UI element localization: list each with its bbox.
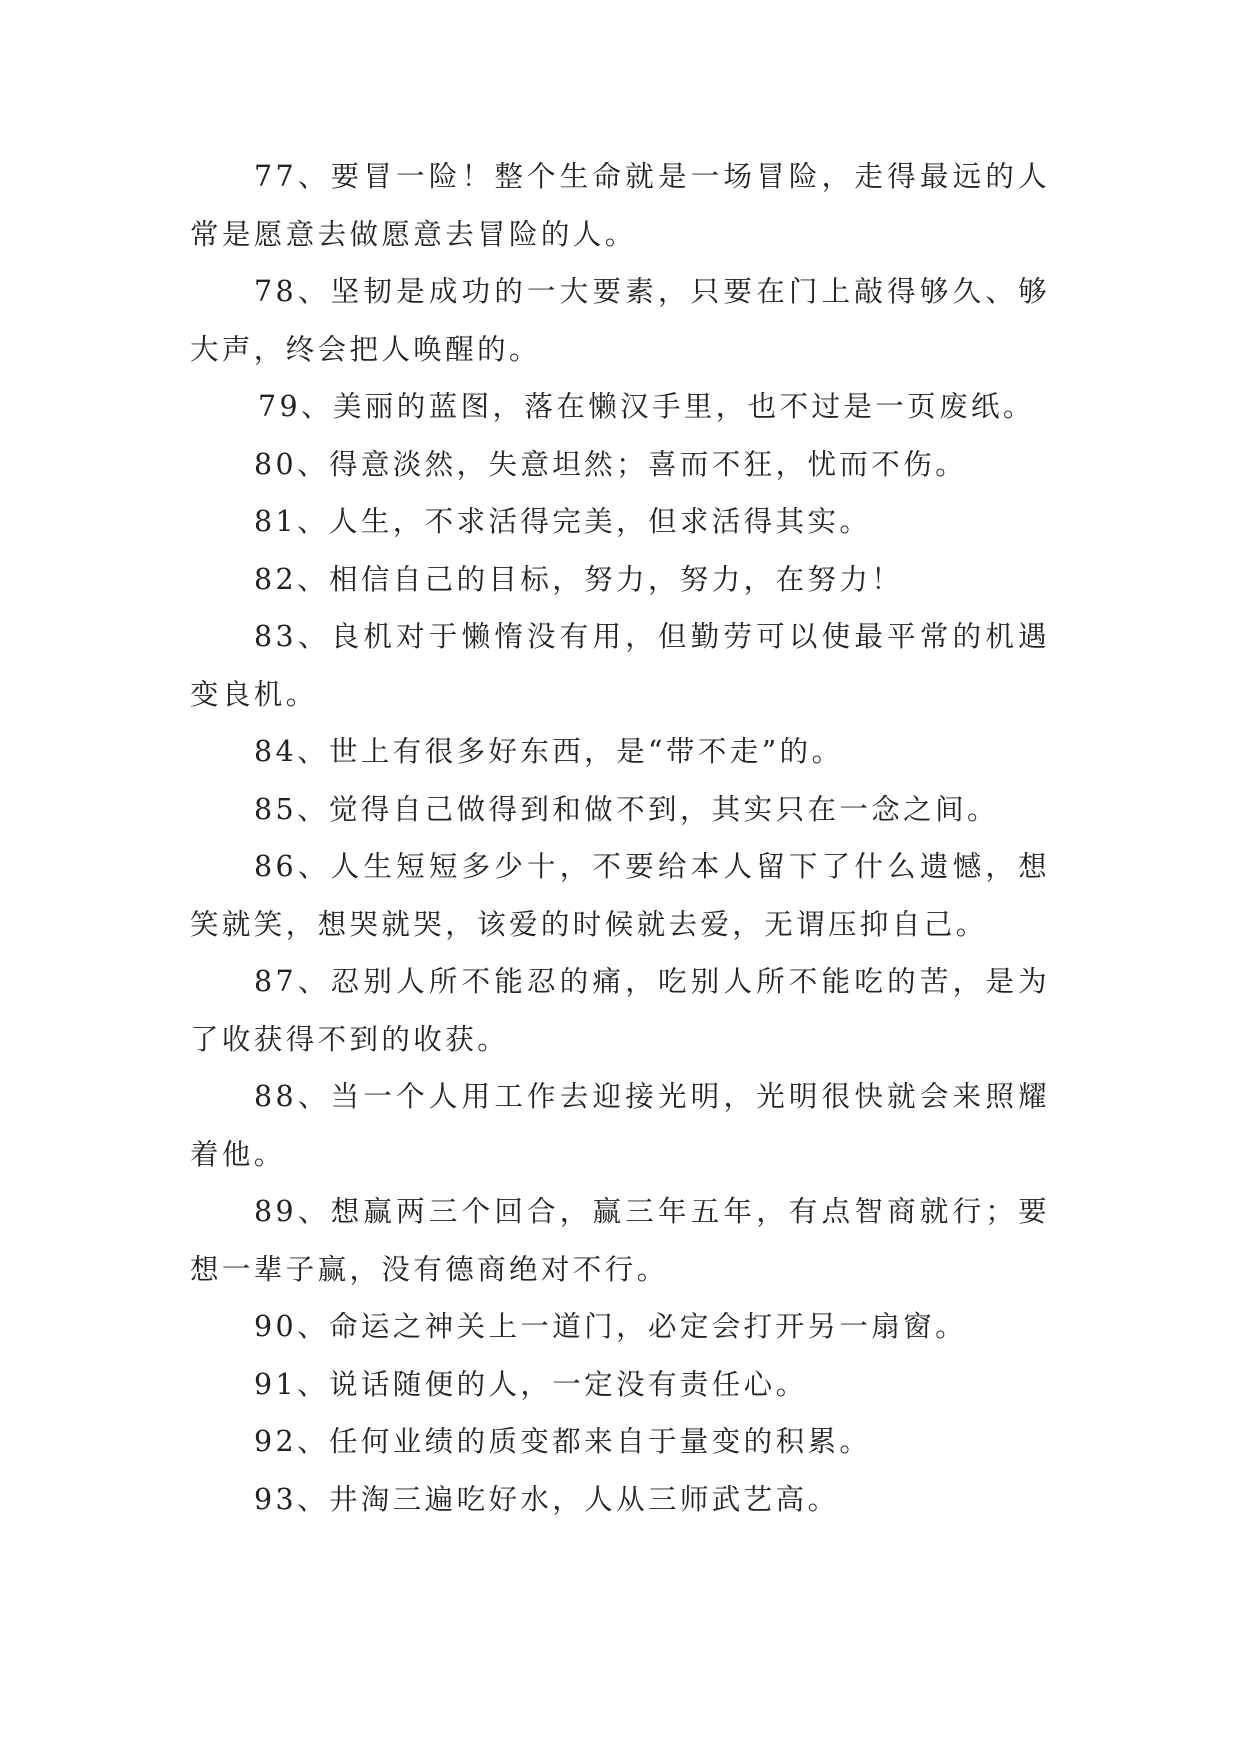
quote-83: 83、良机对于懒惰没有用，但勤劳可以使最平常的机遇变良机。: [190, 620, 1050, 711]
quote-81: 81、人生，不求活得完美，但求活得其实。: [254, 505, 872, 538]
quote-77: 77、要冒一险！整个生命就是一场冒险，走得最远的人常是愿意去做愿意去冒险的人。: [190, 160, 1050, 251]
quote-78: 78、坚韧是成功的一大要素，只要在门上敲得够久、够大声，终会把人唤醒的。: [190, 275, 1050, 366]
quote-90: 90、命运之神关上一道门，必定会打开另一扇窗。: [254, 1310, 967, 1343]
quote-89: 89、想赢两三个回合，赢三年五年，有点智商就行；要想一辈子赢，没有德商绝对不行。: [190, 1195, 1050, 1286]
quote-87: 87、忍别人所不能忍的痛，吃别人所不能吃的苦，是为了收获得不到的收获。: [190, 965, 1050, 1056]
quote-93: 93、井淘三遍吃好水，人从三师武艺高。: [254, 1482, 840, 1516]
quote-91: 91、说话随便的人，一定没有责任心。: [254, 1367, 808, 1401]
quote-85: 85、觉得自己做得到和做不到，其实只在一念之间。: [254, 792, 999, 826]
quote-84: 84、世上有很多好东西，是“带不走”的。: [254, 735, 844, 768]
quote-92: 92、任何业绩的质变都来自于量变的积累。: [254, 1425, 872, 1458]
body-text: [190, 148, 1050, 1528]
quote-86: 86、人生短短多少十，不要给本人留下了什么遗憾，想笑就笑，想哭就哭，该爱的时候就去爱，无谓压抑自己。: [190, 850, 1050, 941]
quote-88: 88、当一个人用工作去迎接光明，光明很快就会来照耀着他。: [190, 1080, 1050, 1171]
quote-80: 80、得意淡然，失意坦然；喜而不狂，忧而不伤。: [254, 447, 967, 481]
quote-82: 82、相信自己的目标，努力，努力，在努力！: [254, 562, 904, 596]
quote-79: 79、美丽的蓝图，落在懒汉手里，也不过是一页废纸。: [258, 390, 1035, 423]
